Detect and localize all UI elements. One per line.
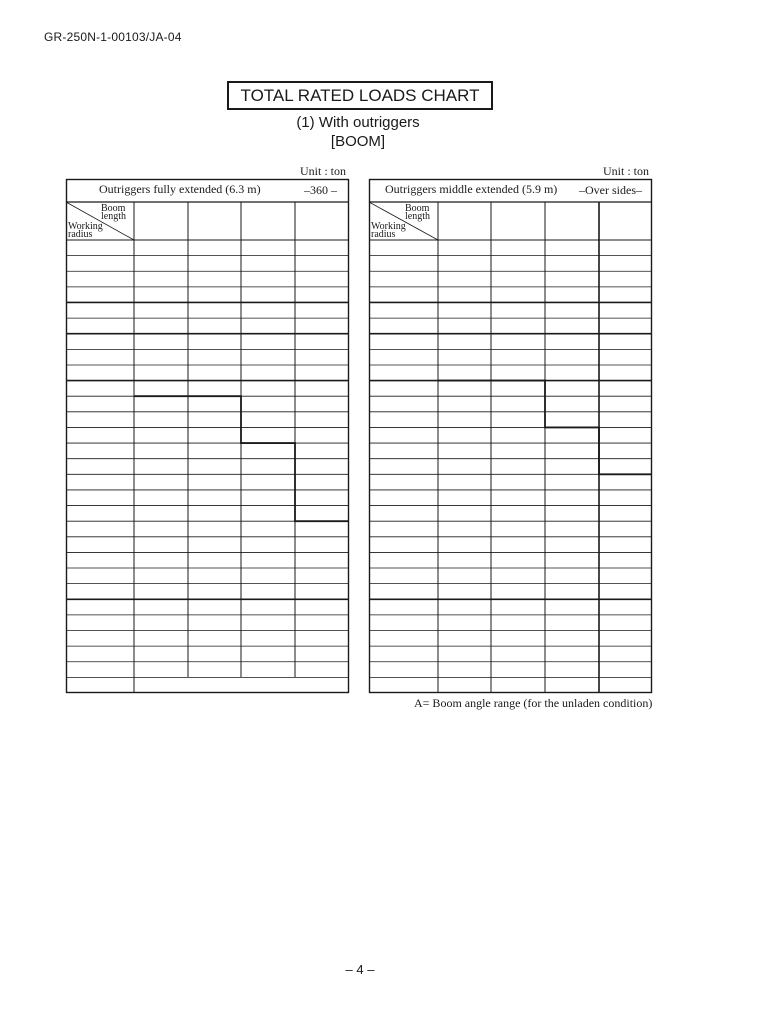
boom-length-label: Boom — [405, 203, 430, 214]
load-table-fully-extended — [66, 179, 349, 695]
load-table-grid — [66, 179, 349, 695]
slew-range-tag: –360 – — [304, 183, 337, 197]
section-label: [BOOM] — [330, 133, 386, 150]
boom-length-label-2: length — [405, 211, 430, 222]
footnote: A= Boom angle range (for the unladen condition) — [414, 696, 653, 710]
working-radius-label-2: radius — [68, 229, 93, 240]
load-table-middle-extended — [369, 179, 652, 695]
table-title: Outriggers fully extended (6.3 m) — [99, 182, 261, 196]
working-radius-label-2: radius — [371, 229, 396, 240]
slew-range-tag: –Over sides– — [579, 183, 642, 197]
unit-label-right: Unit : ton — [603, 164, 650, 178]
boom-length-label: Boom — [101, 203, 126, 214]
boom-length-label-2: length — [101, 211, 126, 222]
load-table-grid — [369, 179, 652, 695]
subtitle: (1) With outriggers — [296, 114, 420, 131]
page-number: – 4 – — [345, 962, 375, 977]
unit-label-left: Unit : ton — [300, 164, 347, 178]
document-id: GR-250N-1-00103/JA-04 — [44, 30, 182, 44]
table-border — [370, 180, 652, 693]
working-radius-label: Working — [68, 221, 103, 232]
page-title: TOTAL RATED LOADS CHART — [227, 81, 493, 110]
working-radius-label: Working — [371, 221, 406, 232]
table-border — [67, 180, 349, 693]
table-title: Outriggers middle extended (5.9 m) — [385, 182, 558, 196]
